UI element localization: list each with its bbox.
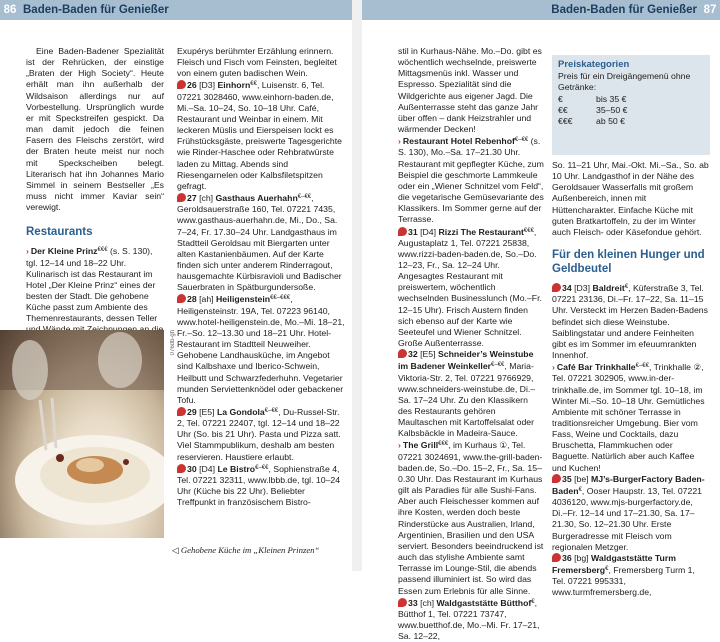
entry-text: , Heiligensteinstr. 19A, Tel. 07223 96140, www.hotel-heiligenstein.de, Mo.–Mi. 18–21, Fr.–So. 12–13.30 und 18–21 Uhr. Hotel-Restaurant im Stadtteil Neuweiher. Gehobene Landhausküche, im Angebot sind Kalbshaxe und Iberico-Schwein, Heilbutt und Schwarzfederhuhn. Vegetarier munden Serviettenknödel oder gebackener Tofu.	[177, 294, 345, 405]
entry-text: , Augustaplatz 1, Tel. 07221 25838, www.rizzi-baden-baden.de, So.–Do. 12–23, Fr., Sa. 12–24 Uhr. Angesagtes Restaurant mit preiswertem, wöchentlich wechselnden Businesslunch (Mo.–Fr. 12–15 Uhr). Frisch Austern finden sich ebenso auf der Karte wie Seeteufel und Wiener Schnitzel. Große Außenterrasse.	[398, 226, 542, 349]
entry-name: La Gondola	[216, 407, 265, 417]
map-marker-icon	[398, 227, 407, 236]
section-heading-restaurants: Restaurants	[26, 226, 93, 239]
price-symbol: €€€	[558, 116, 573, 127]
map-marker-icon	[552, 283, 561, 292]
continued-text: Exupérys berühmter Erzählung erinnern. Fleisch und Fisch vom Feinsten, begleitet von einem guten badischen Wein.	[177, 46, 337, 79]
map-marker-icon	[177, 193, 186, 202]
map-grid-ref: [bg]	[574, 552, 589, 563]
entry-text: , Küferstraße 3, Tel. 07221 23136, Di.–Fr. 17–22, Sa. 11–15 Uhr. Versteckt im Herzen Baden-Badens befindet sich diese Weinstube. Saiblingstatar und andere Feinheiten gibt es im Sommer im efeuumrankten Innenhof.	[552, 283, 708, 361]
map-grid-ref: [D4]	[420, 226, 437, 237]
entry-name: The Grill	[402, 440, 439, 451]
entry-name: Einhorn	[217, 80, 251, 91]
entry-text: , Du-Russel-Str. 2, Tel. 07221 22407, tgl. 12–14 und 18–22 Uhr (So. bis 21 Uhr). Pasta und Pizza satt. Viel Stammpublikum, deshalb am besten reservieren. Haustiere erlaubt.	[177, 407, 341, 462]
map-grid-ref: [E5]	[199, 407, 215, 417]
entry-waldgaststaette-buetthof	[398, 597, 544, 642]
right-page-header	[362, 0, 720, 20]
column-2	[177, 46, 345, 508]
entry-cafe-bar-trinkhalle	[552, 361, 710, 474]
map-grid-ref: [E5]	[420, 349, 436, 360]
page-gutter	[352, 0, 362, 571]
map-grid-ref: [D4]	[199, 463, 216, 474]
price-row	[558, 116, 704, 127]
price-class: €–€€	[491, 362, 505, 369]
entry-name: Restaurant Hotel Rebenhof	[402, 136, 515, 147]
column-3	[398, 46, 544, 642]
price-value: ab 50 €	[596, 116, 625, 127]
left-page-number: 86	[3, 4, 17, 16]
price-class: €–€€	[255, 464, 269, 471]
price-class: €€€	[97, 247, 108, 254]
food-photo	[0, 330, 164, 538]
price-class: €	[531, 598, 535, 605]
price-class: €€–€€€	[270, 295, 291, 302]
entry-text: , Bütthof 1, Tel. 07221 73747, www.buetthof.de, Mo.–Mi. Fr. 17–21, Sa. 12–22,	[398, 597, 540, 642]
price-value: 35–50 €	[596, 104, 628, 115]
entry-name: Gasthaus Auerhahn	[215, 193, 298, 204]
entry-name: Schneider’s Weinstube im Badener Weinkeller	[398, 349, 534, 372]
entry-name: Heiligenstein	[216, 294, 271, 305]
entry-name: Der Kleine Prinz	[30, 246, 98, 257]
entry-number: 29	[187, 407, 197, 417]
entry-heiligenstein	[177, 293, 345, 406]
entry-number: 32	[408, 349, 418, 360]
entry-restaurant-hotel-rebenhof	[398, 135, 544, 225]
entry-baldreit	[552, 282, 710, 361]
map-grid-ref: [D3]	[199, 80, 216, 91]
map-marker-icon	[177, 407, 186, 416]
caption-text: Gehobene Küche im „Kleinen Prinzen“	[180, 545, 320, 555]
right-running-title: Baden-Baden für Genießer	[551, 4, 697, 16]
entry-schneiders-weinstube	[398, 349, 544, 439]
entry-text: (s. S. 130), Mo.–Sa. 17–21.30 Uhr. Restaurant mit gepflegter Küche, zum Beispiel die geschmorte Lammkeule oder ein „Wiener Schnitzel vom Feld“, die vegetarische Gemüsevariante des Klassikers. Im Sommer gerne auf der Terrasse.	[398, 136, 544, 225]
map-marker-icon	[177, 80, 186, 89]
photo-caption	[172, 545, 347, 556]
map-grid-ref: [be]	[574, 473, 589, 484]
entry-rizzi	[398, 226, 544, 350]
entry-turm-fremersberg	[552, 553, 710, 599]
continued-text: stil in Kurhaus-Nähe. Mo.–Do. gibt es wöchentlich wechselnde, preiswerte Mittagsmenüs inkl. Wasser und Espresso. Spezialität sind die Wildgerichte aus eigener Jagd. Die Außenterrasse steht das ganze Jahr über offen – dank Heizstrahler und wärmender Decken!	[398, 46, 542, 135]
price-categories-box	[552, 55, 710, 155]
map-marker-icon	[552, 474, 561, 483]
chevron-icon: ›	[26, 246, 29, 257]
price-row	[558, 94, 704, 105]
map-marker-icon	[177, 464, 186, 473]
price-class: €	[605, 566, 609, 572]
entry-the-grill	[398, 439, 544, 596]
left-running-title: Baden-Baden für Genießer	[23, 4, 169, 16]
entry-mjs-burgerfactory	[552, 474, 710, 553]
entry-text: , im Kurhaus ①, Tel. 07221 3024691, www.the-grill-baden-baden.de, So.–Do. 15–2, Fr., Sa. 15–0.30 Uhr. Das Restaurant im Kurhaus gilt als Paradies für alle Sushi-Fans. Aber auch Fleischesser kommen auf ihre Kosten, werden doch beste Rinderstücke aus Australien, Irland, Argentinien, Brasilien und den USA serviert. Besonders beeindruckend ist auch das stylishe Ambiente samt Terrasse im Lounge-Stil, die abends passend illuminiert ist. So wird das Essen zum Erlebnis für alle Sinne.	[398, 440, 544, 596]
entry-name: Café Bar Trinkhalle	[556, 362, 636, 373]
entry-name: Rizzi The Restaurant	[438, 226, 524, 237]
entry-name: Waldgaststätte Bütthof	[436, 597, 532, 608]
map-grid-ref: [D3]	[574, 283, 591, 294]
map-marker-icon	[177, 294, 186, 303]
entry-text: , Sophienstraße 4, Tel. 07221 32311, www.lbbb.de, tgl. 10–24 Uhr (Küche bis 22 Uhr). Beliebter Treffpunkt in französischem Bistro-	[177, 463, 341, 508]
map-marker-icon	[398, 598, 407, 607]
entry-text: (s. S. 130), tgl. 12–14 und 18–22 Uhr. Kulinarisch ist das Restaurant im Hotel „Der Kleine Prinz“ eines der besten der Stadt. Die gehobene Küche passt zum Ambiente des Themenrestaurants, dessen Teller	[26, 246, 158, 324]
price-class: €€€	[438, 441, 449, 448]
entry-number: 28	[187, 294, 197, 305]
entry-text: , Fremersberg Turm 1, Tel. 07221 995331, www.turmfremersberg.de,	[552, 565, 695, 598]
map-marker-icon	[398, 349, 407, 358]
column-1	[26, 46, 164, 358]
intro-paragraph: Eine Baden-Badener Spezialität ist der Rehrücken, der einstige „Braten der High Society“. Heute erhält man ihn außerhalb der Wildsaison allerdings nur auf Vorbestellung. Ursprünglich wurde er mit Speckstreifen gespickt. Da man damit jedoch die feinen Fasern des Fleischs zerstört, wird der Braten heute meist nur noch mit Speckscheiben belegt. Literarisch hat ihn Johannes Mario Simmel in seinem Bestseller „Es muss nicht immer Kaviar sein“ verewigt.	[26, 46, 164, 213]
price-row	[558, 105, 704, 116]
entry-name: Waldgaststätte Turm Fremersberg	[552, 552, 676, 575]
price-class: €€	[250, 81, 257, 88]
chevron-icon: ›	[398, 440, 401, 451]
price-class: €–€€	[635, 363, 649, 370]
entry-name: MJ’s-BurgerFactory Baden-Baden	[552, 473, 705, 496]
entry-einhorn	[177, 79, 345, 192]
right-page-number: 87	[703, 4, 717, 16]
entry-name: Le Bistro	[217, 463, 256, 474]
entry-number: 26	[187, 80, 197, 91]
caption-arrow-icon: ◁	[172, 545, 181, 555]
entry-number: 36	[562, 552, 572, 563]
map-marker-icon	[552, 553, 561, 562]
entry-name: Baldreit	[592, 283, 625, 294]
photo-credit: 076db-gh	[170, 330, 176, 356]
entry-text: , Trinkhalle ②, Tel. 07221 302905, www.in-der-trinkhalle.de, im Sommer tgl. 10–18, im Winter Mi.–So. 10–18 Uhr. Gemütliches Ambiente mit schöner Terrasse in traditionsreicher Umgebung. Bier vom Fass, Weine und Cocktails, dazu Bruschetta, Flammkuchen oder Baguette. Natürlich aber auch Kaffee und Kuchen!	[552, 362, 705, 473]
price-class: €–€€	[297, 194, 312, 201]
price-class: €€€	[523, 227, 534, 234]
price-class: €–€€	[264, 408, 279, 414]
entry-number: 34	[562, 283, 572, 294]
entry-la-gondola	[177, 406, 345, 463]
price-class: €–€€	[514, 137, 529, 144]
section-heading-kleiner-hunger: Für den kleinen Hunger und Geldbeutel	[552, 249, 705, 276]
price-class: €	[624, 284, 629, 291]
entry-number: 35	[562, 473, 572, 484]
column-4	[552, 160, 710, 598]
continued-text: So. 11–21 Uhr, Mai.-Okt. Mi.–Sa., So. ab 10 Uhr. Landgasthof in der Nähe des Geroldsauer Wasserfalls mit großem Außenbereich, innen mit Hüttencharakter. Einfache Küche mit guten Bratkartoffeln, zu der im Winter auch Fleisch- oder Käsefondue gehört.	[552, 160, 709, 237]
price-value: bis 35 €	[596, 93, 627, 104]
entry-le-bistro	[177, 463, 345, 509]
price-symbol: €€	[558, 104, 568, 115]
map-grid-ref: [ch]	[420, 597, 435, 608]
entry-text: , Ooser Haupstr. 13, Tel. 07221 4036120, www.mjs-burgerfactory.de, Di.–Fr. 12–14 und 17–21.30, Sa. 17–21.30, So. 12–21.30 Uhr. Erste Burgeradresse mit Fleisch vom regionalen Metzger.	[552, 485, 702, 552]
entry-text: , Geroldsauerstraße 160, Tel. 07221 7435, www.gasthaus-auerhahn.de, Mi., Do., Sa. 7–24, Fr. 17.30–24 Uhr. Landgasthaus im Stadtteil Geroldsau mit Biergarten unter alten Kastanienbäumen. Auf der Karte finden sich unter anderem Rinderragout, hausgemachte Kürbisravioli und Badischer Sauerbraten in Spätburgundersoße.	[177, 193, 342, 293]
entry-gasthaus-auerhahn	[177, 192, 345, 293]
chevron-icon: ›	[552, 362, 555, 373]
map-grid-ref: [ah]	[199, 294, 214, 305]
price-symbol: €	[558, 93, 563, 104]
price-box-subtitle: Preis für ein Dreigängemenü ohne Getränke:	[558, 71, 691, 93]
chevron-icon: ›	[398, 136, 401, 147]
entry-number: 30	[187, 463, 197, 474]
left-page-header	[0, 0, 352, 20]
entry-number: 33	[408, 597, 418, 608]
entry-number: 31	[408, 226, 418, 237]
food-photo-illustration	[0, 330, 164, 538]
entry-text: , Maria-Viktoria-Str. 2, Tel. 07221 9766929, www.schneiders-weinstube.de, Di.–Sa. 17–24 Uhr. Zu den Klassikern des Restaurants gehören Maultaschen mit Kartoffelsalat oder Kalbsbäckle in Madeira-Sauce.	[398, 361, 536, 439]
map-grid-ref: [ch]	[199, 193, 214, 204]
price-box-title: Preiskategorien	[558, 59, 630, 70]
price-class: €	[578, 486, 582, 493]
entry-number: 27	[187, 193, 197, 204]
entry-text: , Luisenstr. 6, Tel. 07221 3028460, www.einhorn-baden.de, Mi.–Sa. 10–24, So. 10–18 Uhr. Café, Restaurant und Weinbar in einem. Mit leckeren Müslis und Eierspeisen lockt es Frühstücksgäste, preiswerte Tagesgerichte wie Rinder-Haschee oder Rehbratwürste laden zu Mittag. Abends sind Riesengarnelen oder Kalbsfiletspitzen gefragt.	[177, 80, 342, 191]
